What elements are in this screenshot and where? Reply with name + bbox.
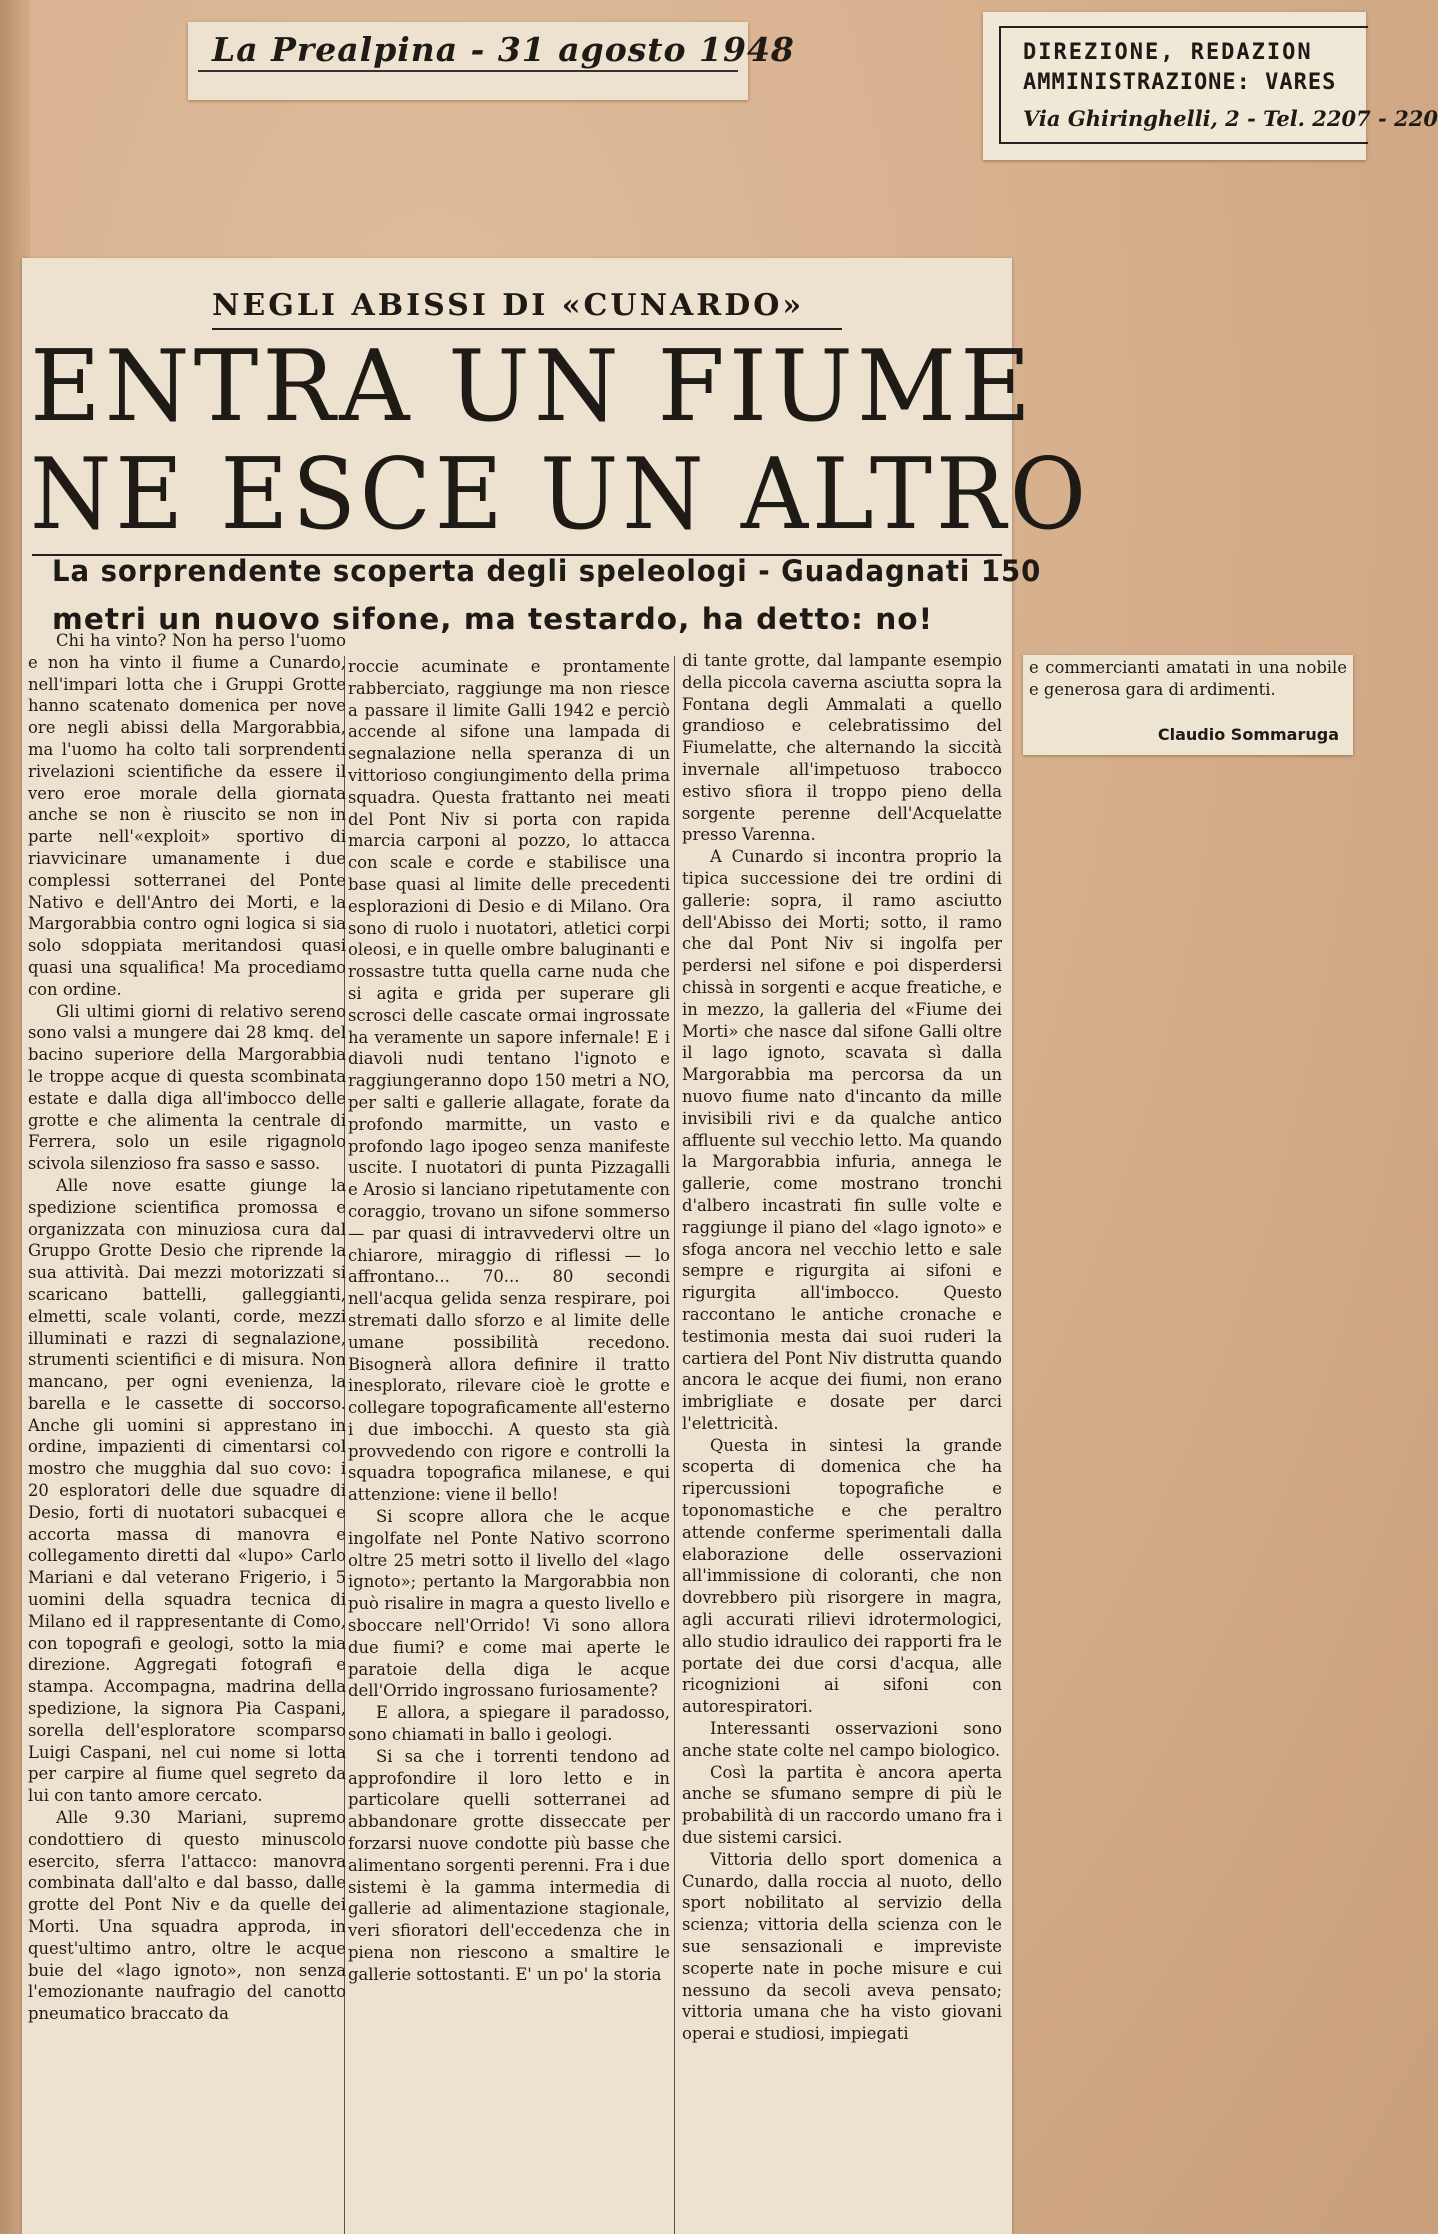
paragraph: A Cunardo si incontra proprio la tipica successione dei tre ordini di gallerie: sopra, il ramo asciutto dell'Abisso dei Morti; sotto, il ramo che dal Pont Niv si ingolfa per perdersi nel sifone e poi disperdersi chissà in sorgenti e acque freatiche, e in mezzo, la galleria del «Fiume dei Morti» che nasce dal sifone Galli oltre il lago ignoto, scavata sì dalla Margorabbia ma percorsa da un nuovo fiume nato d'incanto da mille invisibili rivi e da qualche antico affluente sul vecchio letto. Ma quando la Margorabbia infuria, annega le gallerie, come mostrano tronchi d'albero incastrati fin sulle volte e raggiunge il piano del «lago ignoto» e sfoga ancora nel vecchio letto e sale sempre e rigurgita ai sifoni e rigurgita all'imbocco. Questo raccontano le antiche cronache e testimonia mesta dai suoi ruderi la cartiera del Pont Niv distrutta quando ancora le acque dei fiumi, non erano imbrigliate e dosate per darci l'elettricità. <box>682 847 1002 1433</box>
article-column-1 <box>28 630 346 2025</box>
continuation-clipping <box>1023 655 1353 755</box>
address-clipping <box>983 12 1438 160</box>
paragraph: Alle 9.30 Mariani, supremo condottiero di questo minuscolo esercito, sferra l'attacco: manovra combinata dall'alto e dal basso, dalle grotte del Pont Niv e da quelle dei Morti. Una squadra approda, in quest'ultimo antro, oltre le acque buie del «lago ignoto», non senza l'emozionante naufragio del canotto pneumatico braccato da <box>28 1808 346 2024</box>
headline-line-2: NE ESCE UN ALTRO <box>30 438 1090 552</box>
paragraph: Così la partita è ancora aperta anche se sfumano sempre di più le probabilità di un raccordo umano fra i due sistemi carsici. <box>682 1762 1002 1848</box>
paragraph: Gli ultimi giorni di relativo sereno sono valsi a mungere dai 28 kmq. del bacino superiore della Margorabbia le troppe acque di questa scombinata estate e dalla diga all'imbocco delle grotte e che alimenta la centrale di Ferrera, solo un esile rigagnolo scivola silenzioso fra sasso e sasso. <box>28 1001 346 1174</box>
deck-line-2: metri un nuovo sifone, ma testardo, ha detto: no! <box>52 602 934 636</box>
paragraph: Vittoria dello sport domenica a Cunardo, dalla roccia al nuoto, dello sport nobilitato al servizio della scienza; vittoria della scienza con le sue sensazionali e impreviste scoperte nate in poche misure e cui nessuno da secoli aveva pensato; vittoria umana che ha visto giovani operai e studiosi, impiegati <box>682 1849 1002 2044</box>
headline-line-1: ENTRA UN FIUME <box>30 330 1035 444</box>
article-column-2 <box>348 656 670 1986</box>
article-clipping <box>22 258 1090 2234</box>
address-line-1: DIREZIONE, REDAZION <box>1023 40 1313 65</box>
paragraph: Alle nove esatte giunge la spedizione scientifica promossa e organizzata con minuziosa cura dal Gruppo Grotte Desio che riprende la sua attività. Dai mezzi motorizzati si scaricano battelli, galleggianti, elmetti, scale volanti, corde, mezzi illuminati e razzi di segnalazione, strumenti scientifici e di misura. Non mancano, per ogni evenienza, la barella e le cassette di soccorso. Anche gli uomini si apprestano in ordine, impazienti di cimentarsi col mostro che mugghia dal suo covo: i 20 esploratori delle due squadre di Desio, forti di nuotatori subacquei e accorta massa di manovra e collegamento diretti dal «lupo» Carlo Mariani e dal veterano Frigerio, i 5 uomini della squadra tecnica di Milano ed il rappresentante di Como, con topografi e geologi, sotto la mia direzione. Aggregati fotografi e stampa. Accompagna, madrina della spedizione, la signora Pia Caspani, sorella dell'esploratore scomparso Luigi Caspani, nel cui nome si lotta per carpire al fiume quel segreto da lui con tanto amore cercato. <box>28 1175 346 1806</box>
address-line-3: Via Ghiringhelli, 2 - Tel. 2207 - 220 <box>1023 106 1438 131</box>
paragraph: roccie acuminate e prontamente rabberciato, raggiunge ma non riesce a passare il limite Galli 1942 e perciò accende al sifone una lampada di segnalazione nella speranza di un vittorioso congiungimento della prima squadra. Questa frattanto nei meati del Pont Niv si porta con rapida marcia carponi al pozzo, lo attacca con scale e corde e stabilisce una base quasi al limite delle precedenti esplorazioni di Desio e di Milano. Ora sono di ruolo i nuotatori, atletici corpi oleosi, e in quelle ombre baluginanti e rossastre tutta quella carne nuda che si agita e grida per superare gli scrosci delle cascate ormai ingrossate ha veramente un sapore infernale! E i diavoli nudi tentano l'ignoto e raggiungeranno dopo 150 metri a NO, per salti e gallerie allagate, forate da profondo marmitte, un vasto e profondo lago ipogeo senza manifeste uscite. I nuotatori di punta Pizzagalli e Arosio si lanciano ripetutamente con coraggio, trovano un sifone sommerso — par quasi di intravvedervi oltre un chiarore, miraggio di riflessi — lo affrontano... 70... 80 secondi nell'acqua gelida senza respirare, poi stremati dallo sforzo e al limite delle umane possibilità recedono. Bisognerà allora definire il tratto inesplorato, rilevare cioè le grotte e collegare topograficamente all'esterno i due imbocchi. A questo sta già provvedendo con rigore e controlli la squadra topografica milanese, e qui attenzione: viene il bello! <box>348 657 670 1505</box>
article-kicker: NEGLI ABISSI DI «CUNARDO» <box>212 288 805 323</box>
continuation-text: e commercianti amatati in una nobile e generosa gara di ardimenti. <box>1029 658 1347 699</box>
paragraph: Interessanti osservazioni sono anche state colte nel campo biologico. <box>682 1719 1002 1760</box>
paragraph: Questa in sintesi la grande scoperta di domenica che ha ripercussioni topografiche e toponomastiche e che peraltro attende conferme sperimentali dalla elaborazione delle osservazioni all'immissione di coloranti, che non dovrebbero più risorgere in magra, agli accurati rilievi idrotermologici, allo studio idraulico dei rapporti fra le portate dei due corsi d'acqua, alle ricognizioni ai sifoni con autorespiratori. <box>682 1435 1002 1717</box>
paragraph: Si sa che i torrenti tendono ad approfondire il loro letto e in particolare quelli sotterranei ad abbandonare grotte disseccate per forzarsi nuove condotte più basse che alimentano sorgenti perenni. Fra i due sistemi è la gamma intermedia di gallerie ad alimentazione stagionale, veri sfioratori dell'eccedenza che in piena non riescono a smaltire le gallerie sottostanti. E' un po' la storia <box>348 1746 670 1984</box>
paragraph: di tante grotte, dal lampante esempio della piccola caverna asciutta sopra la Fontana degli Ammalati a quello grandioso e celebratissimo del Fiumelatte, che alternando la siccità invernale all'impetuoso trabocco estivo sfiora il troppo pieno della sorgente perenne dell'Acquelatte presso Varenna. <box>682 651 1002 845</box>
article-column-3 <box>682 650 1002 2045</box>
address-line-2: AMMINISTRAZIONE: VARES <box>1023 70 1337 95</box>
newspaper-masthead: La Prealpina - 31 agosto 1948 <box>212 30 795 69</box>
paragraph: E allora, a spiegare il paradosso, sono chiamati in ballo i geologi. <box>348 1703 670 1745</box>
deck-line-1: La sorprendente scoperta degli speleologi - Guadagnati 150 <box>52 554 1042 588</box>
column-divider <box>674 656 675 2234</box>
paragraph: Chi ha vinto? Non ha perso l'uomo e non ha vinto il fiume a Cunardo, nell'impari lotta che i Gruppi Grotte hanno scatenato domenica per nove ore negli abissi della Margorabbia, ma l'uomo ha colto tali sorprendenti rivelazioni scientifiche da essere il vero eroe morale della giornata anche se non è riuscito se non in parte nell'«exploit» sportivo di riavvicinare umanamente i due complessi sotterranei del Ponte Nativo e dell'Antro dei Morti, e la Margorabbia contro ogni logica si sia solo sdoppiata meritandosi quasi quasi una squalifica! Ma procediamo con ordine. <box>28 631 346 999</box>
masthead-clipping <box>188 22 795 100</box>
masthead-underline <box>198 70 738 72</box>
author-signature: Claudio Sommaruga <box>1157 725 1339 744</box>
paragraph: Si scopre allora che le acque ingolfate nel Ponte Nativo scorrono oltre 25 metri sotto il livello del «lago ignoto»; pertanto la Margorabbia non può risalire in magra a questo livello e sboccare nell'Orrido! Vi sono allora due fiumi? e come mai aperte le paratoie della diga le acque dell'Orrido ingrossano furiosamente? <box>348 1507 670 1701</box>
